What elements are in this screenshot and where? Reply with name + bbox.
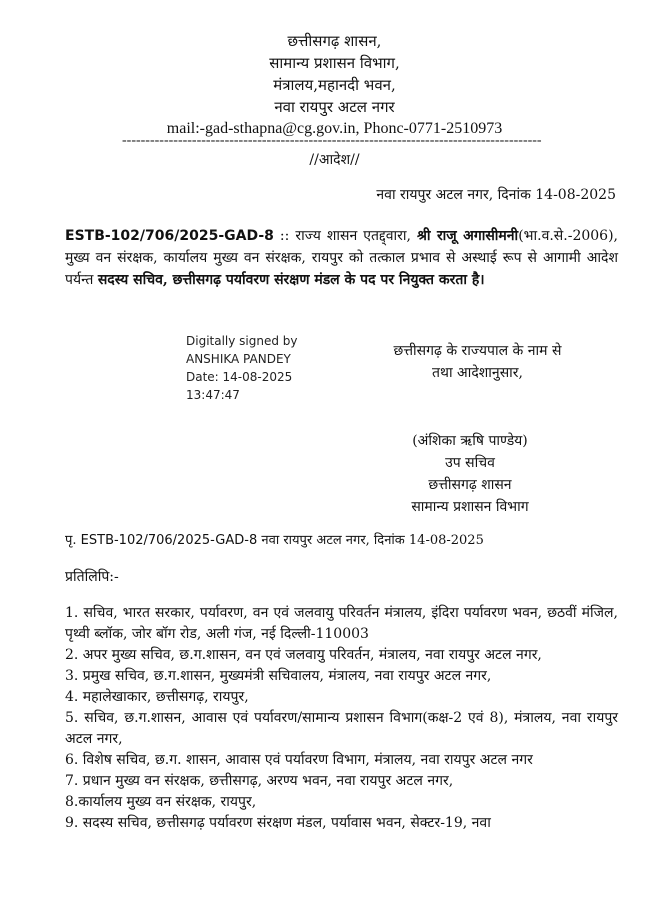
- digital-signature-date: Date: 14-08-2025: [186, 370, 293, 384]
- copy-recipient-item: 1. सचिव, भारत सरकार, पर्यावरण, वन एवं जलवायु परिवर्तन मंत्रालय, इंदिरा पर्यावरण भवन, छठवीं मंजिल, पृथ्वी ब्लॉक, जोर बॉग रोड, अली गंज, नई दिल्ली-110003: [65, 605, 618, 642]
- letterhead-building: मंत्रालय,महानदी भवन,: [273, 76, 396, 94]
- digital-signature-block: [186, 332, 298, 404]
- letterhead: [0, 30, 669, 140]
- copy-recipient-item: 9. सदस्य सचिव, छत्तीसगढ़ पर्यावरण संरक्षण मंडल, पर्यावास भवन, सेक्टर-19, नवा: [65, 815, 491, 831]
- governor-order-block: [350, 340, 605, 384]
- copy-reference-place-date: नवा रायपुर अटल नगर, दिनांक 14-08-2025: [257, 533, 484, 548]
- header-separator: ------------------------------------------------------------------------------------------: [122, 133, 542, 148]
- governor-line-1: छत्तीसगढ़ के राज्यपाल के नाम से: [393, 343, 562, 359]
- appointee-name: श्री राजू अगासीमनी: [416, 228, 519, 244]
- signatory-government: छत्तीसगढ़ शासन: [428, 477, 512, 493]
- signatory-designation: उप सचिव: [445, 455, 495, 471]
- order-text-intro: :: राज्य शासन एतद्द्वारा,: [273, 228, 417, 244]
- order-dateline: नवा रायपुर अटल नगर, दिनांक 14-08-2025: [376, 187, 616, 203]
- copy-heading: प्रतिलिपि:-: [65, 569, 119, 585]
- copy-recipient-item: 8.कार्यालय मुख्य वन संरक्षक, रायपुर,: [65, 794, 257, 810]
- copy-recipient-item: 3. प्रमुख सचिव, छ.ग.शासन, मुख्यमंत्री सचिवालय, मंत्रालय, नवा रायपुर अटल नगर,: [65, 668, 492, 684]
- appointed-post: सदस्य सचिव, छत्तीसगढ़ पर्यावरण संरक्षण मंडल के पद पर नियुक्त करता है।: [97, 272, 485, 288]
- signatory-block: [360, 430, 580, 518]
- signatory-name: (अंशिका ऋषि पाण्डेय): [412, 433, 528, 449]
- letterhead-government: छत्तीसगढ़ शासन,: [287, 32, 382, 50]
- digital-signature-signer: ANSHIKA PANDEY: [186, 352, 291, 366]
- governor-line-2: तथा आदेशानुसार,: [432, 365, 523, 381]
- order-title: //आदेश//: [309, 152, 360, 168]
- letterhead-department: सामान्य प्रशासन विभाग,: [269, 54, 400, 72]
- digital-signature-label: Digitally signed by: [186, 334, 298, 348]
- copy-recipient-item: 5. सचिव, छ.ग.शासन, आवास एवं पर्यावरण/सामान्य प्रशासन विभाग(कक्ष-2 एवं 8), मंत्रालय, नवा रायपुर अटल नगर,: [65, 710, 618, 747]
- order-text-details: (भा.व.से.-2006), मुख्य वन संरक्षक, कार्यालय मुख्य वन संरक्षक, रायपुर को तत्काल प्रभाव से अस्थाई रूप से आगामी आदेश पर्यन्त: [65, 228, 618, 288]
- copy-reference-prefix: पृ.: [65, 533, 81, 548]
- copy-recipient-item: 6. विशेष सचिव, छ.ग. शासन, आवास एवं पर्यावरण विभाग, मंत्रालय, नवा रायपुर अटल नगर: [65, 752, 533, 768]
- copy-recipient-item: 2. अपर मुख्य सचिव, छ.ग.शासन, वन एवं जलवायु परिवर्तन, मंत्रालय, नवा रायपुर अटल नगर,: [65, 647, 542, 663]
- copy-reference-number: ESTB-102/706/2025-GAD-8: [80, 533, 258, 548]
- copy-recipient-list: [65, 603, 618, 834]
- copy-recipient-item: 7. प्रधान मुख्य वन संरक्षक, छत्तीसगढ़, अरण्य भवन, नवा रायपुर अटल नगर,: [65, 773, 454, 789]
- order-body: [65, 225, 618, 291]
- order-reference-number: ESTB-102/706/2025-GAD-8: [65, 228, 274, 244]
- digital-signature-time: 13:47:47: [186, 388, 240, 402]
- letterhead-city: नवा रायपुर अटल नगर: [274, 98, 395, 116]
- letterhead-contact: mail:-gad-sthapna@cg.gov.in, Phonc-0771-2510973: [166, 120, 503, 137]
- copy-reference-line: [65, 530, 484, 548]
- copy-recipient-item: 4. महालेखाकार, छत्तीसगढ़, रायपुर,: [65, 689, 249, 705]
- signatory-department: सामान्य प्रशासन विभाग: [411, 499, 529, 515]
